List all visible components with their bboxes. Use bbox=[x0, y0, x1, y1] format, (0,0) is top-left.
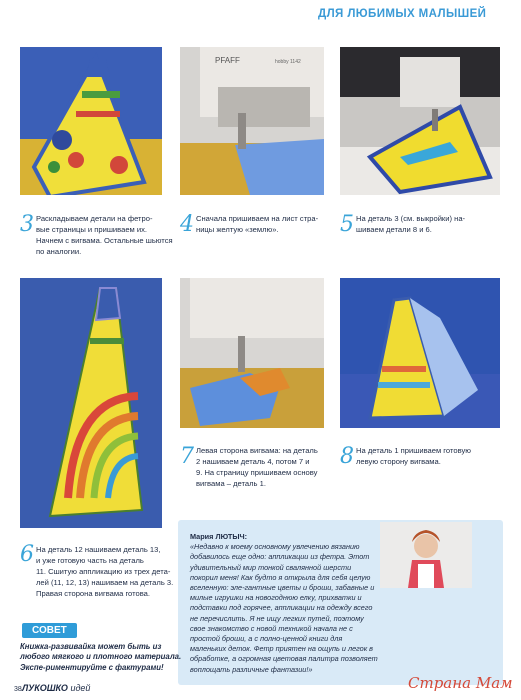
step-8-number: 8 bbox=[340, 444, 354, 469]
photo-step-5 bbox=[340, 47, 500, 195]
step-4-number: 4 bbox=[180, 212, 194, 237]
photo-step-6-image bbox=[20, 278, 162, 528]
quote-text-block bbox=[190, 532, 490, 675]
step-4-text: Сначала пришиваем на лист стра- ницы желтую «землю». bbox=[196, 214, 319, 234]
photo-4-brand: PFAFF bbox=[215, 56, 240, 65]
step-6-text: На деталь 12 нашиваем деталь 13, и уже готовую часть на деталь 11. Сшитую аппликацию из трех дета- лей (11, 12, 13) нашиваем на деталь 3. Правая сторона вигвама готова. bbox=[36, 545, 174, 598]
photo-4-model: hobby 1142 bbox=[275, 59, 301, 65]
watermark-text: Страна Мам bbox=[408, 674, 513, 692]
photo-step-6 bbox=[20, 278, 162, 528]
magazine-footer bbox=[22, 683, 90, 693]
step-3-text: Раскладываем детали на фетро- вые страницы и пришиваем их. Начнем с вигвама. Остальные шьются по аналогии. bbox=[36, 214, 173, 256]
tip-badge: СОВЕТ bbox=[22, 623, 77, 638]
quote-author: Мария ЛЮТЫЧ: bbox=[190, 532, 248, 541]
step-7-number: 7 bbox=[180, 444, 194, 469]
magazine-brand: ЛУКОШКО bbox=[22, 683, 68, 693]
photo-step-3-image bbox=[20, 47, 162, 195]
step-3-number: 3 bbox=[20, 212, 34, 237]
photo-step-8-image bbox=[340, 278, 500, 428]
magazine-ideas: идей bbox=[70, 683, 91, 693]
photo-step-4 bbox=[180, 47, 324, 195]
photo-step-4-image bbox=[180, 47, 324, 195]
step-5-number: 5 bbox=[340, 212, 354, 237]
photo-step-5-image bbox=[340, 47, 500, 195]
step-6-number: 6 bbox=[20, 542, 34, 567]
photo-step-3 bbox=[20, 47, 162, 195]
step-8-text: На деталь 1 пришиваем готовую левую сторону вигвама. bbox=[356, 446, 471, 466]
step-5-text: На деталь 3 (см. выкройки) на- шиваем детали 8 и 6. bbox=[356, 214, 466, 234]
photo-step-7 bbox=[180, 278, 324, 428]
photo-step-8 bbox=[340, 278, 500, 428]
step-7-text: Левая сторона вигвама: на деталь 2 нашиваем деталь 4, потом 7 и 9. На страницу пришиваем основу вигвама – деталь 1. bbox=[196, 446, 318, 488]
page-number: 38 bbox=[14, 686, 22, 693]
section-header: ДЛЯ ЛЮБИМЫХ МАЛЫШЕЙ bbox=[318, 8, 487, 20]
tip-text: Книжка-развивайка может быть из любого мягкого и плотного материала. Экспе-риментируйте с фактурами! bbox=[20, 642, 182, 672]
photo-step-7-image bbox=[180, 278, 324, 428]
quote-body: «Недавно к моему основному увлечению вязанию добавилось еще одно: аппликации из фетра. Этот удивительный мир тонкой свалянной шерсти покорил меня! Как будто я открыла для себя целую вселенную: эле-гантные цветы и броши, забавные и милые игрушки на новогоднюю елку, прихватки и подставки под горячее, аппликации на одежду всего не перечислить. Я не ищу легких путей, поэтому свое знакомство с новой техникой начала не с простой броши, а с полно-ценной книги для маленьких деток. Фетр приятен на ощупь и легок в обработке, а огромная цветовая палитра позволяет воплощать различные фантазии!» bbox=[190, 542, 378, 674]
